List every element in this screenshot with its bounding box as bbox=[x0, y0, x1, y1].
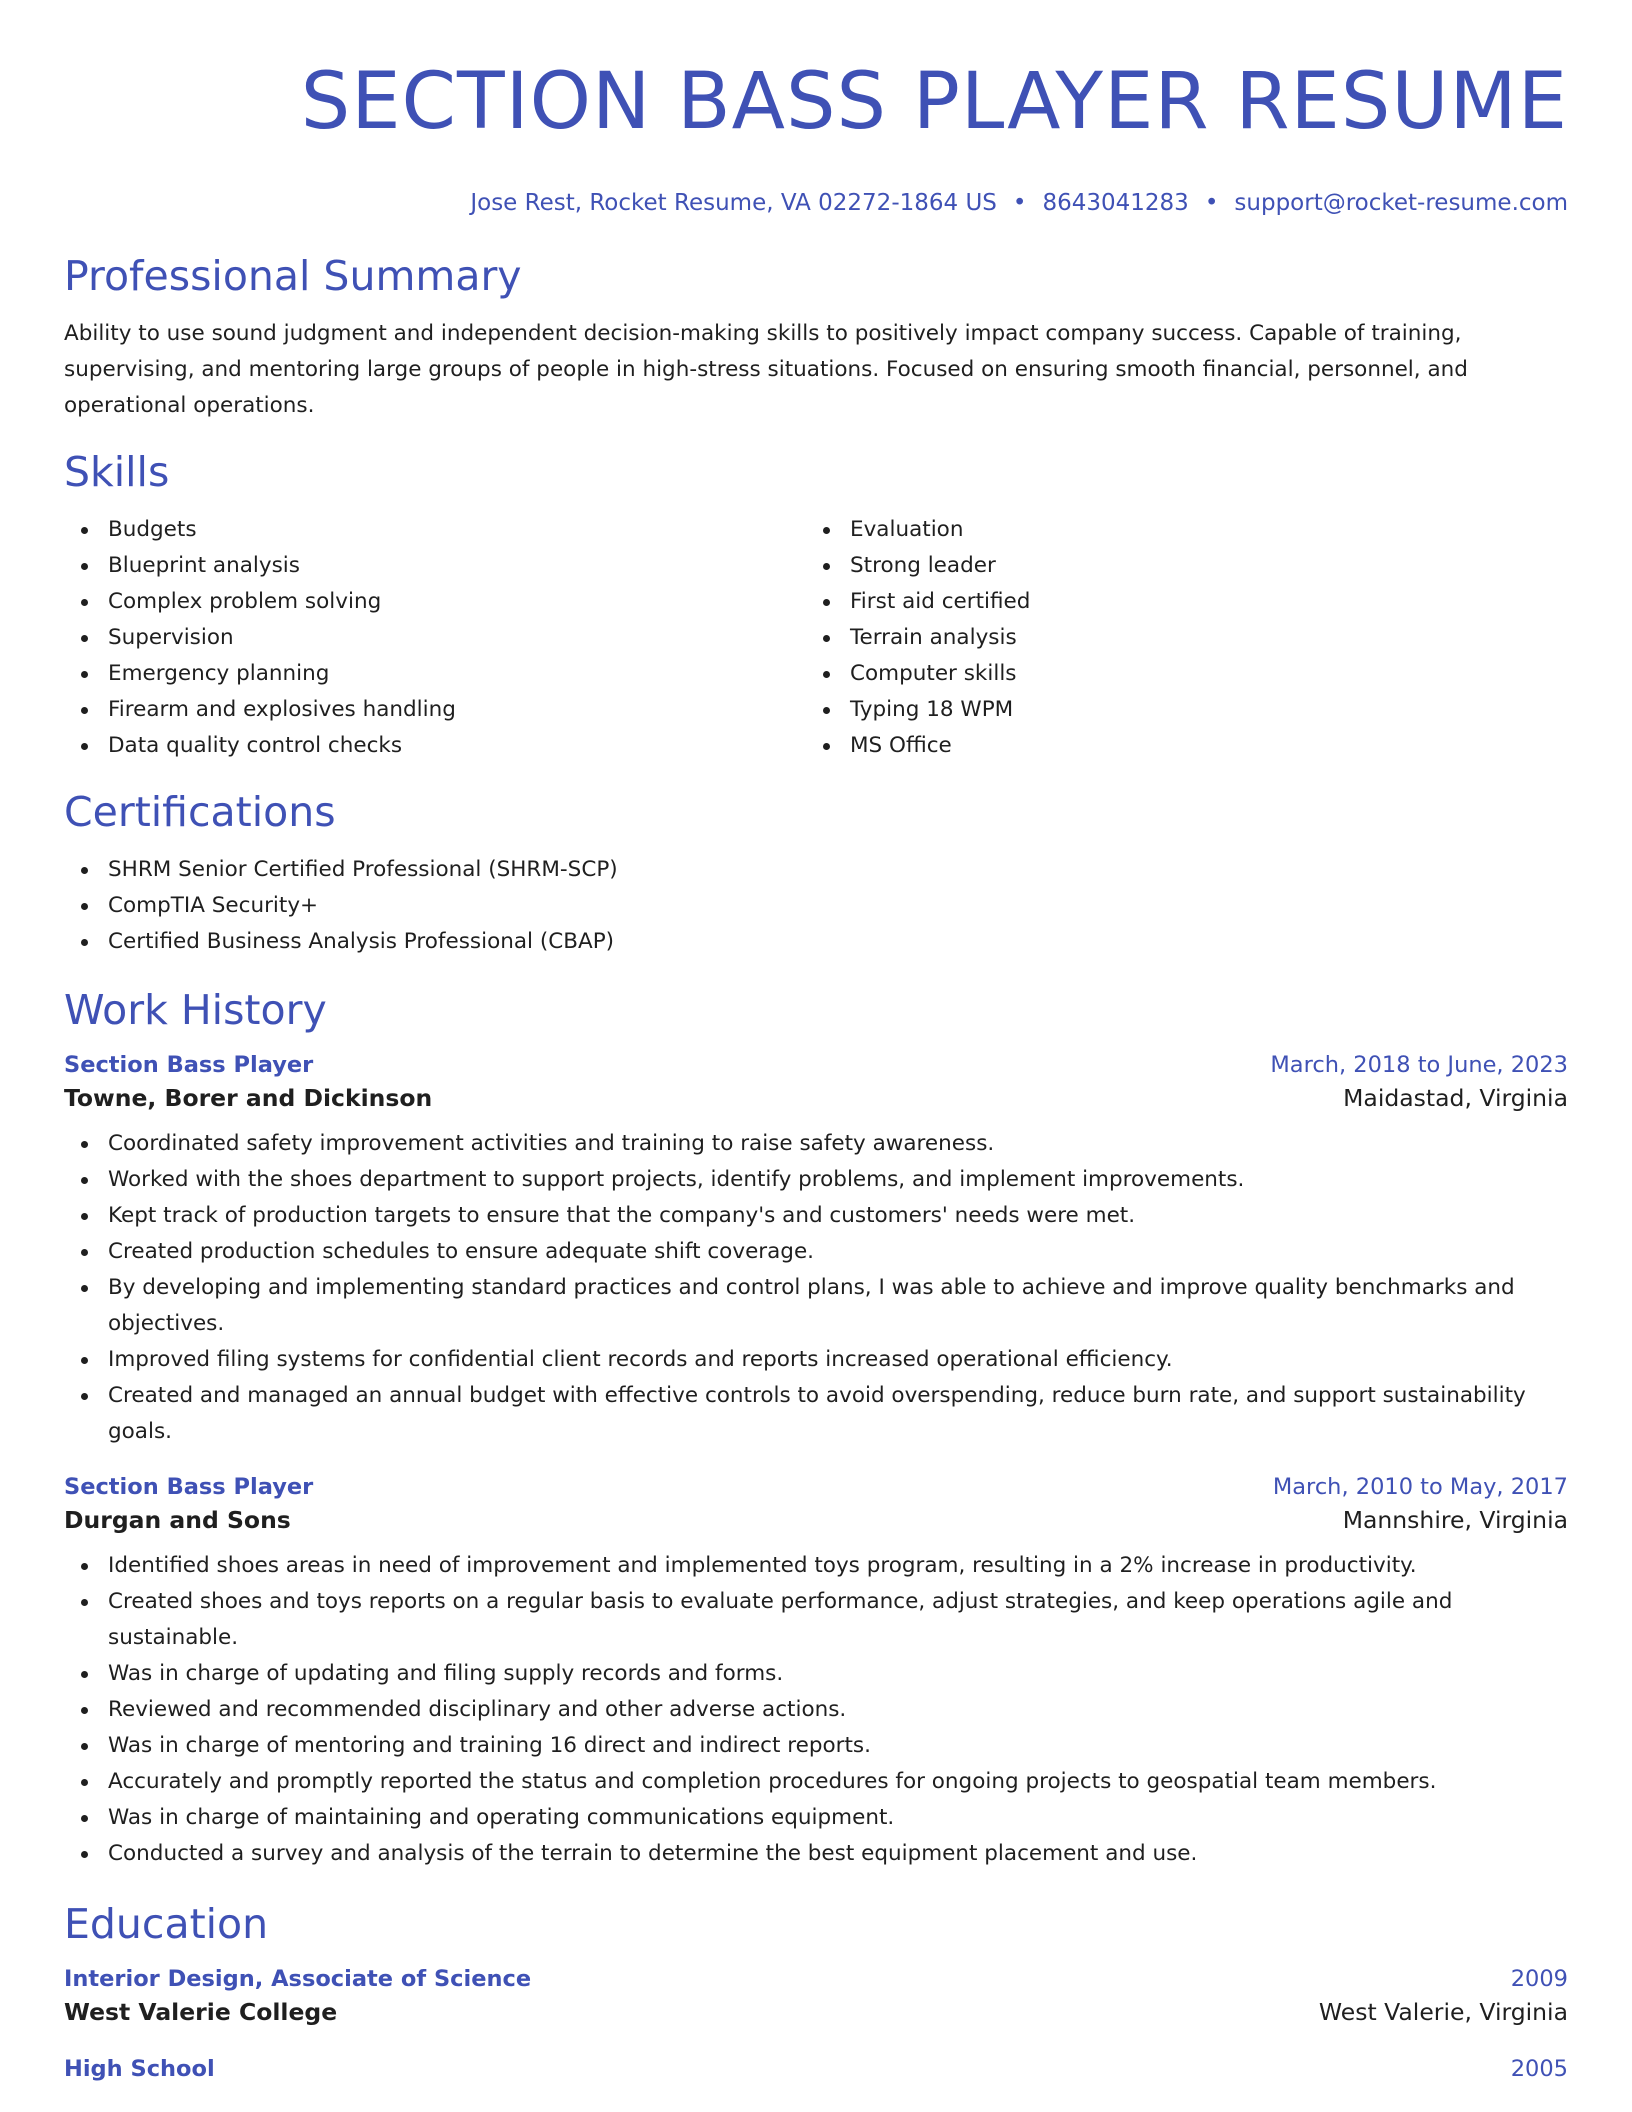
certifications-list bbox=[64, 852, 1568, 960]
job-title: Section Bass Player bbox=[64, 1052, 314, 1078]
skill-item: Blueprint analysis bbox=[64, 548, 806, 584]
summary-section bbox=[64, 252, 1568, 424]
contact-phone: 8643041283 bbox=[1042, 190, 1189, 216]
skill-item: Typing 18 WPM bbox=[806, 692, 1548, 728]
contact-separator: • bbox=[1012, 190, 1027, 216]
job-bullet: Reviewed and recommended disciplinary and other adverse actions. bbox=[64, 1692, 1568, 1728]
education-school-row bbox=[64, 1998, 1568, 2026]
job-entry bbox=[64, 1052, 1568, 1450]
education-entry bbox=[64, 2056, 1568, 2082]
certification-item: Certified Business Analysis Professional (CBAP) bbox=[64, 924, 1568, 960]
skill-item: Firearm and explosives handling bbox=[64, 692, 806, 728]
education-school: West Valerie College bbox=[64, 1998, 338, 2026]
work-history-heading: Work History bbox=[64, 986, 327, 1034]
job-title: Section Bass Player bbox=[64, 1474, 314, 1500]
job-bullet: Was in charge of updating and filing supply records and forms. bbox=[64, 1656, 1568, 1692]
job-bullet: Kept track of production targets to ensure that the company's and customers' needs were met. bbox=[64, 1198, 1568, 1234]
education-entry bbox=[64, 1966, 1568, 2026]
job-bullet: Was in charge of maintaining and operating communications equipment. bbox=[64, 1800, 1568, 1836]
skill-item: Complex problem solving bbox=[64, 584, 806, 620]
job-bullet: Accurately and promptly reported the status and completion procedures for ongoing projects to geospatial team members. bbox=[64, 1764, 1568, 1800]
job-bullet: Improved filing systems for confidential client records and reports increased operational efficiency. bbox=[64, 1342, 1568, 1378]
contact-address: Jose Rest, Rocket Resume, VA 02272-1864 US bbox=[470, 190, 997, 216]
job-bullet: Created production schedules to ensure adequate shift coverage. bbox=[64, 1234, 1568, 1270]
job-company: Durgan and Sons bbox=[64, 1506, 291, 1534]
certifications-section bbox=[64, 788, 1568, 960]
job-company-row bbox=[64, 1506, 1568, 1534]
job-bullets bbox=[64, 1548, 1568, 1872]
skill-item: MS Office bbox=[806, 728, 1548, 764]
skill-item: Strong leader bbox=[806, 548, 1548, 584]
education-year: 2009 bbox=[1510, 1966, 1568, 1992]
contact-separator: • bbox=[1204, 190, 1219, 216]
contact-line bbox=[64, 190, 1568, 216]
skill-item: First aid certified bbox=[806, 584, 1548, 620]
job-dates: March, 2018 to June, 2023 bbox=[1270, 1052, 1568, 1078]
job-bullet: By developing and implementing standard practices and control plans, I was able to achieve and improve quality benchmarks and objectives. bbox=[64, 1270, 1568, 1342]
skill-item: Supervision bbox=[64, 620, 806, 656]
skill-item: Budgets bbox=[64, 512, 806, 548]
job-company-row bbox=[64, 1084, 1568, 1112]
education-location: West Valerie, Virginia bbox=[1318, 1998, 1568, 2026]
job-company: Towne, Borer and Dickinson bbox=[64, 1084, 433, 1112]
education-header-row bbox=[64, 1966, 1568, 1992]
skill-item: Data quality control checks bbox=[64, 728, 806, 764]
skills-grid bbox=[64, 512, 1568, 764]
contact-email: support@rocket-resume.com bbox=[1234, 190, 1568, 216]
skill-item: Emergency planning bbox=[64, 656, 806, 692]
education-header-row bbox=[64, 2056, 1568, 2082]
skills-heading: Skills bbox=[64, 448, 170, 496]
work-history-section bbox=[64, 986, 1568, 1872]
job-bullet: Conducted a survey and analysis of the terrain to determine the best equipment placement and use. bbox=[64, 1836, 1568, 1872]
job-bullet: Was in charge of mentoring and training 16 direct and indirect reports. bbox=[64, 1728, 1568, 1764]
education-degree: High School bbox=[64, 2056, 215, 2082]
certification-item: SHRM Senior Certified Professional (SHRM-SCP) bbox=[64, 852, 1568, 888]
certification-item: CompTIA Security+ bbox=[64, 888, 1568, 924]
education-heading: Education bbox=[64, 1900, 269, 1948]
skill-item: Computer skills bbox=[806, 656, 1548, 692]
resume-title: SECTION BASS PLAYER RESUME bbox=[300, 57, 1568, 147]
job-location: Mannshire, Virginia bbox=[1342, 1506, 1568, 1534]
skills-column-left bbox=[64, 512, 806, 764]
job-header-row bbox=[64, 1052, 1568, 1078]
education-section bbox=[64, 1900, 1568, 2082]
job-bullet: Worked with the shoes department to support projects, identify problems, and implement improvements. bbox=[64, 1162, 1568, 1198]
certifications-heading: Certifications bbox=[64, 788, 336, 836]
skill-item: Terrain analysis bbox=[806, 620, 1548, 656]
job-location: Maidastad, Virginia bbox=[1343, 1084, 1568, 1112]
skills-column-right bbox=[806, 512, 1548, 764]
education-degree: Interior Design, Associate of Science bbox=[64, 1966, 532, 1992]
job-bullet: Coordinated safety improvement activities and training to raise safety awareness. bbox=[64, 1126, 1568, 1162]
job-bullets bbox=[64, 1126, 1568, 1450]
skills-section bbox=[64, 448, 1568, 764]
skill-item: Evaluation bbox=[806, 512, 1548, 548]
education-year: 2005 bbox=[1510, 2056, 1568, 2082]
job-dates: March, 2010 to May, 2017 bbox=[1272, 1474, 1568, 1500]
job-header-row bbox=[64, 1474, 1568, 1500]
resume-header bbox=[64, 0, 1568, 216]
job-bullet: Created and managed an annual budget with effective controls to avoid overspending, reduce burn rate, and support sustainability goals. bbox=[64, 1378, 1568, 1450]
job-bullet: Created shoes and toys reports on a regular basis to evaluate performance, adjust strategies, and keep operations agile and sustainable. bbox=[64, 1584, 1568, 1656]
job-entry bbox=[64, 1474, 1568, 1872]
summary-text: Ability to use sound judgment and independent decision-making skills to positively impact company success. Capable of training, supervising, and mentoring large groups of people in high-stress situations. Focused on ensuring smooth financial, personnel, and operational operations. bbox=[64, 321, 1468, 418]
job-bullet: Identified shoes areas in need of improvement and implemented toys program, resulting in a 2% increase in productivity. bbox=[64, 1548, 1568, 1584]
summary-heading: Professional Summary bbox=[64, 252, 522, 300]
